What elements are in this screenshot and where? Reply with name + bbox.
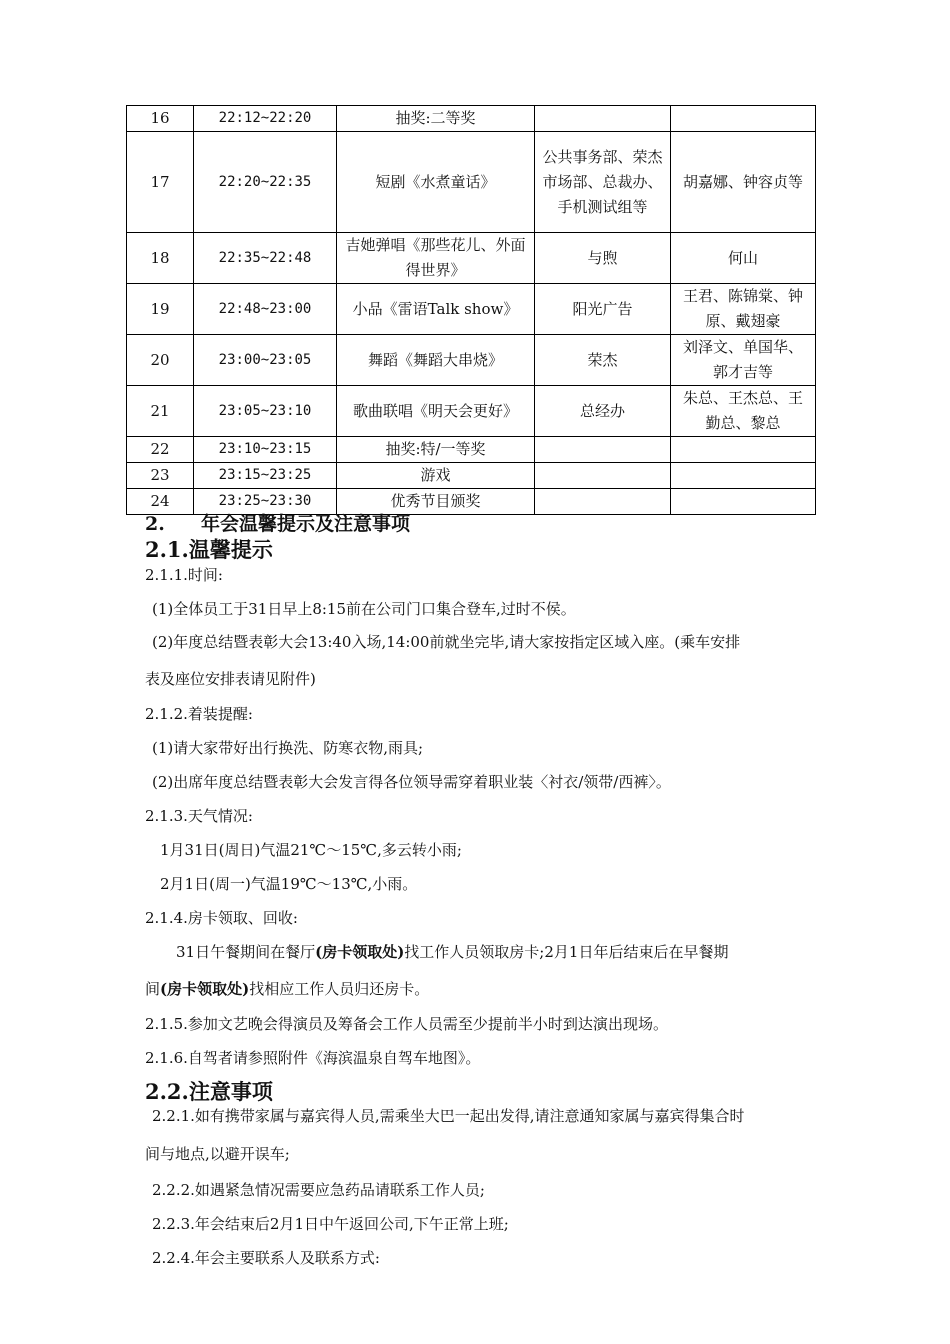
- program-name: 小品《雷语Talk show》: [337, 284, 535, 335]
- table-row: [127, 386, 816, 437]
- time-item-1: (1)全体员工于31日早上8:15前在公司门口集合登车,过时不侯。: [152, 600, 576, 618]
- subsection-heading-tips: 2.1.温馨提示: [145, 537, 273, 562]
- time-slot: 23:05~23:10: [194, 386, 337, 437]
- table-row: [127, 132, 816, 233]
- program-name: 吉她弹唱《那些花儿、外面得世界》: [337, 233, 535, 284]
- section-title: 年会温馨提示及注意事项: [201, 513, 411, 535]
- table-row: [127, 284, 816, 335]
- program-name: 舞蹈《舞蹈大串烧》: [337, 335, 535, 386]
- department: 总经办: [535, 386, 671, 437]
- section-number: 2.: [145, 513, 165, 535]
- department: [535, 437, 671, 463]
- time-slot: 22:48~23:00: [194, 284, 337, 335]
- note-item-2: 2.2.2.如遇紧急情况需要应急药品请联系工作人员;: [152, 1181, 485, 1199]
- department: [535, 463, 671, 489]
- time-label: 2.1.1.时间:: [145, 566, 223, 584]
- note-item-4: 2.2.4.年会主要联系人及联系方式:: [152, 1249, 380, 1267]
- note-item-1-line2: 间与地点,以避开误车;: [145, 1145, 290, 1163]
- time-slot: 23:00~23:05: [194, 335, 337, 386]
- department: [535, 106, 671, 132]
- department: [535, 489, 671, 515]
- dress-label: 2.1.2.着装提醒:: [145, 705, 253, 723]
- performers: 王君、陈锦棠、钟原、戴翅豪: [671, 284, 816, 335]
- department: 荣杰: [535, 335, 671, 386]
- row-number: 24: [127, 489, 194, 515]
- program-name: 短剧《水煮童话》: [337, 132, 535, 233]
- program-name: 歌曲联唱《明天会更好》: [337, 386, 535, 437]
- performers: [671, 463, 816, 489]
- table-row: [127, 335, 816, 386]
- row-number: 18: [127, 233, 194, 284]
- time-slot: 23:10~23:15: [194, 437, 337, 463]
- tip-item-6: 2.1.6.自驾者请参照附件《海滨温泉自驾车地图》。: [145, 1049, 481, 1067]
- performers: [671, 437, 816, 463]
- dress-item-2: (2)出席年度总结暨表彰大会发言得各位领导需穿着职业装〈衬衣/领带/西裤〉。: [152, 773, 671, 791]
- row-number: 23: [127, 463, 194, 489]
- program-name: 优秀节目颁奖: [337, 489, 535, 515]
- performers: [671, 106, 816, 132]
- tip-item-5: 2.1.5.参加文艺晚会得演员及筹备会工作人员需至少提前半小时到达演出现场。: [145, 1015, 668, 1033]
- row-number: 17: [127, 132, 194, 233]
- table-row: [127, 106, 816, 132]
- performers: 何山: [671, 233, 816, 284]
- performers: 胡嘉娜、钟容贞等: [671, 132, 816, 233]
- weather-label: 2.1.3.天气情况:: [145, 807, 253, 825]
- room-card-line2: 间(房卡领取处)找相应工作人员归还房卡。: [145, 980, 430, 998]
- time-item-2-line1: (2)年度总结暨表彰大会13:40入场,14:00前就坐完毕,请大家按指定区域入座。(乘车安排: [152, 633, 741, 651]
- row-number: 22: [127, 437, 194, 463]
- program-name: 抽奖:二等奖: [337, 106, 535, 132]
- department: 公共事务部、荣杰市场部、总裁办、手机测试组等: [535, 132, 671, 233]
- department: 阳光广告: [535, 284, 671, 335]
- weather-item-2: 2月1日(周一)气温19℃～13℃,小雨。: [160, 875, 418, 893]
- table-row: [127, 463, 816, 489]
- subsection-heading-notes: 2.2.注意事项: [145, 1079, 273, 1104]
- time-slot: 22:20~22:35: [194, 132, 337, 233]
- note-item-3: 2.2.3.年会结束后2月1日中午返回公司,下午正常上班;: [152, 1215, 509, 1233]
- time-slot: 23:25~23:30: [194, 489, 337, 515]
- weather-item-1: 1月31日(周日)气温21℃～15℃,多云转小雨;: [160, 841, 462, 859]
- time-slot: 22:12~22:20: [194, 106, 337, 132]
- row-number: 19: [127, 284, 194, 335]
- time-item-2-line2: 表及座位安排表请见附件): [145, 670, 316, 688]
- room-card-line1: 31日午餐期间在餐厅(房卡领取处)找工作人员领取房卡;2月1日年后结束后在早餐期: [176, 943, 729, 961]
- row-number: 20: [127, 335, 194, 386]
- table-row: [127, 233, 816, 284]
- department: 与煦: [535, 233, 671, 284]
- program-name: 抽奖:特/一等奖: [337, 437, 535, 463]
- table-row: [127, 437, 816, 463]
- program-schedule-table: [126, 105, 816, 515]
- time-slot: 22:35~22:48: [194, 233, 337, 284]
- performers: 朱总、王杰总、王勤总、黎总: [671, 386, 816, 437]
- row-number: 21: [127, 386, 194, 437]
- note-item-1-line1: 2.2.1.如有携带家属与嘉宾得人员,需乘坐大巴一起出发得,请注意通知家属与嘉宾得集合时: [152, 1107, 745, 1125]
- dress-item-1: (1)请大家带好出行换洗、防寒衣物,雨具;: [152, 739, 424, 757]
- section-heading: [145, 511, 410, 537]
- program-name: 游戏: [337, 463, 535, 489]
- row-number: 16: [127, 106, 194, 132]
- performers: [671, 489, 816, 515]
- performers: 刘泽文、单国华、郭才吉等: [671, 335, 816, 386]
- time-slot: 23:15~23:25: [194, 463, 337, 489]
- room-card-label: 2.1.4.房卡领取、回收:: [145, 909, 298, 927]
